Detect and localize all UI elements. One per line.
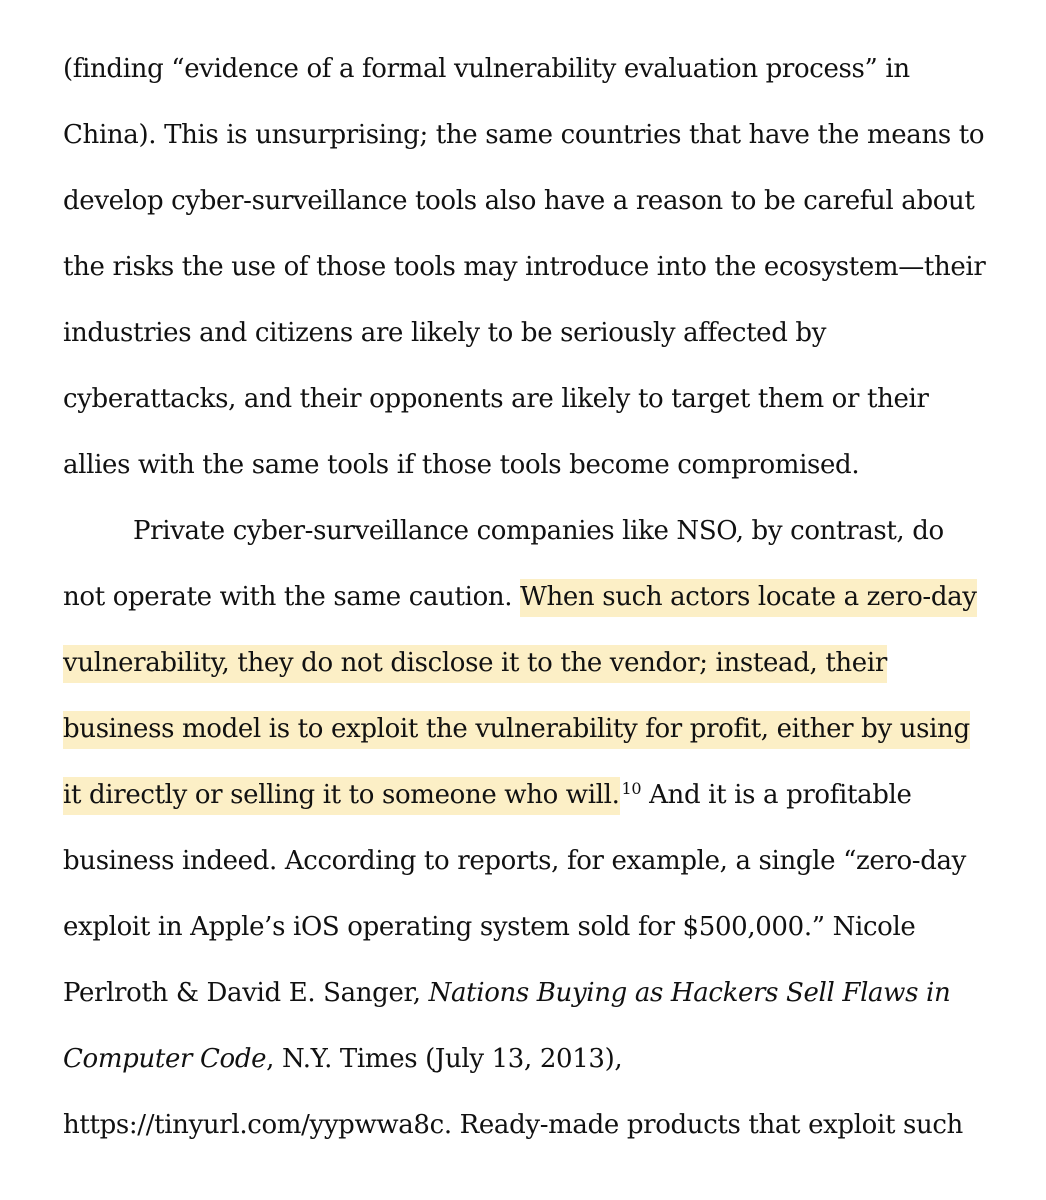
highlighted-text: business model is to exploit the vulnerability for profit, either by using: [63, 711, 970, 749]
plain-text: , N.Y. Times (July 13, 2013),: [266, 1044, 623, 1074]
text-line: business indeed. According to reports, for example, a single “zero-day: [63, 846, 967, 876]
paragraph-first-line: Private cyber-surveillance companies like NSO, by contrast, do: [133, 516, 944, 546]
plain-text: And it is a profitable: [641, 780, 912, 810]
text-line: develop cyber-surveillance tools also have a reason to be careful about: [63, 186, 975, 216]
citation-title: Nations Buying as Hackers Sell Flaws in: [428, 978, 951, 1008]
plain-text: Perlroth & David E. Sanger,: [63, 978, 429, 1008]
text-line: the risks the use of those tools may introduce into the ecosystem—their: [63, 252, 986, 282]
text-line: https://tinyurl.com/yypwwa8c. Ready-made products that exploit such: [63, 1110, 963, 1140]
text-line: (finding “evidence of a formal vulnerability evaluation process” in: [63, 54, 910, 84]
text-line: [63, 775, 912, 815]
text-line: industries and citizens are likely to be seriously affected by: [63, 318, 827, 348]
text-line: exploit in Apple’s iOS operating system sold for $500,000.” Nicole: [63, 912, 916, 942]
text-line: [63, 643, 887, 683]
footnote-marker[interactable]: 10: [621, 779, 642, 798]
text-line: [63, 973, 950, 1013]
text-line: cyberattacks, and their opponents are likely to target them or their: [63, 384, 929, 414]
text-line: [63, 577, 977, 617]
text-line: [63, 1039, 622, 1079]
highlighted-text: When such actors locate a zero-day: [520, 579, 977, 617]
highlighted-text: it directly or selling it to someone who will.: [63, 777, 620, 815]
text-line: allies with the same tools if those tools become compromised.: [63, 450, 860, 480]
highlighted-text: vulnerability, they do not disclose it to the vendor; instead, their: [63, 645, 887, 683]
text-line: [63, 709, 970, 749]
citation-title: Computer Code: [63, 1044, 267, 1074]
plain-text: not operate with the same caution.: [63, 582, 521, 612]
text-line: China). This is unsurprising; the same countries that have the means to: [63, 120, 985, 150]
